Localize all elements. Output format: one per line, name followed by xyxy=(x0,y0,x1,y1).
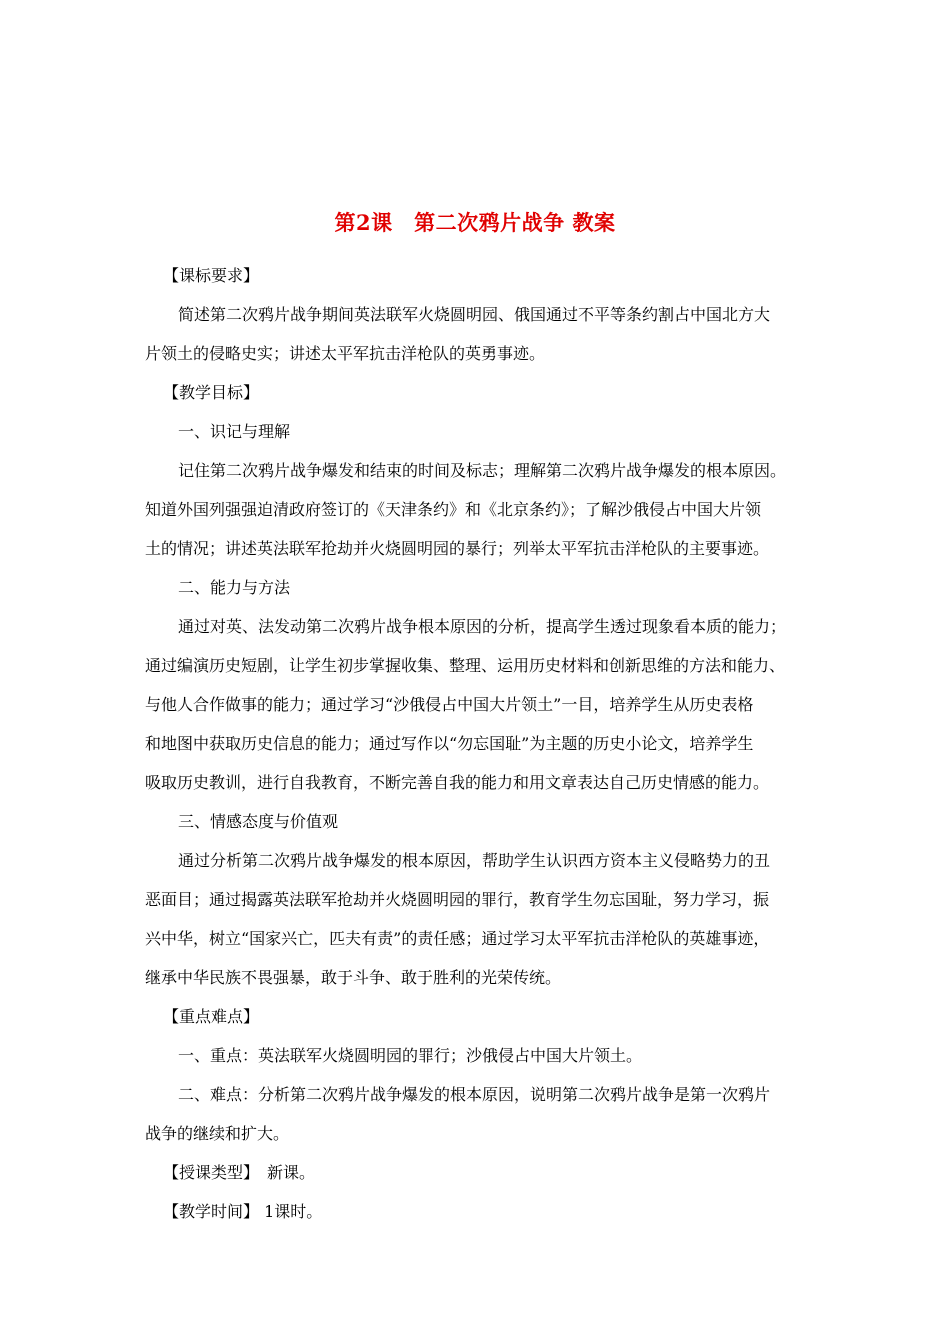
paragraph-line: 通过编演历史短剧，让学生初步掌握收集、整理、运用历史材料和创新思维的方法和能力、 xyxy=(145,656,786,675)
section-heading-mubiao: 【教学目标】 xyxy=(163,383,260,402)
paragraph-line: 通过对英、法发动第二次鸦片战争根本原因的分析，提高学生透过现象看本质的能力； xyxy=(178,617,787,636)
paragraph-line: 恶面目；通过揭露英法联军抢劫并火烧圆明园的罪行，教育学生勿忘国耻，努力学习，振 xyxy=(145,890,770,909)
subheading-shiji: 一、识记与理解 xyxy=(178,422,291,441)
paragraph-line: 简述第二次鸦片战争期间英法联军火烧圆明园、俄国通过不平等条约割占中国北方大 xyxy=(178,305,771,324)
paragraph-line: 知道外国列强强迫清政府签订的《天津条约》和《北京条约》；了解沙俄侵占中国大片领 xyxy=(145,500,762,519)
paragraph-line: 通过分析第二次鸦片战争爆发的根本原因，帮助学生认识西方资本主义侵略势力的丑 xyxy=(178,851,771,870)
subheading-qinggan: 三、情感态度与价值观 xyxy=(178,812,339,831)
subheading-nengli: 二、能力与方法 xyxy=(178,578,291,597)
section-heading-kebiao: 【课标要求】 xyxy=(163,266,260,285)
paragraph-line: 与他人合作做事的能力；通过学习“沙俄侵占中国大片领土”一目，培养学生从历史表格 xyxy=(145,695,754,714)
paragraph-line: 二、难点：分析第二次鸦片战争爆发的根本原因，说明第二次鸦片战争是第一次鸦片 xyxy=(178,1085,771,1104)
document-title: 第2课 第二次鸦片战争 教案 xyxy=(334,210,616,235)
paragraph-line: 一、重点：英法联军火烧圆明园的罪行；沙俄侵占中国大片领土。 xyxy=(178,1046,643,1065)
paragraph-line: 和地图中获取历史信息的能力；通过写作以“勿忘国耻”为主题的历史小论文，培养学生 xyxy=(145,734,754,753)
paragraph-line: 吸取历史教训，进行自我教育，不断完善自我的能力和用文章表达自己历史情感的能力。 xyxy=(145,773,770,792)
paragraph-line: 战争的继续和扩大。 xyxy=(145,1124,290,1143)
paragraph-line: 土的情况；讲述英法联军抢劫并火烧圆明园的暴行；列举太平军抗击洋枪队的主要事迹。 xyxy=(145,539,770,558)
paragraph-line: 兴中华，树立“国家兴亡，匹夫有责”的责任感；通过学习太平军抗击洋枪队的英雄事迹， xyxy=(145,929,770,948)
lesson-type: 【授课类型】 新课。 xyxy=(163,1163,316,1182)
paragraph-line: 继承中华民族不畏强暴，敢于斗争、敢于胜利的光荣传统。 xyxy=(145,968,562,987)
lesson-time: 【教学时间】 1课时。 xyxy=(163,1202,323,1221)
paragraph-line: 记住第二次鸦片战争爆发和结束的时间及标志；理解第二次鸦片战争爆发的根本原因。 xyxy=(178,461,787,480)
paragraph-line: 片领土的侵略史实；讲述太平军抗击洋枪队的英勇事迹。 xyxy=(145,344,546,363)
document-body xyxy=(145,255,807,1230)
section-heading-zhongdian: 【重点难点】 xyxy=(163,1007,260,1026)
